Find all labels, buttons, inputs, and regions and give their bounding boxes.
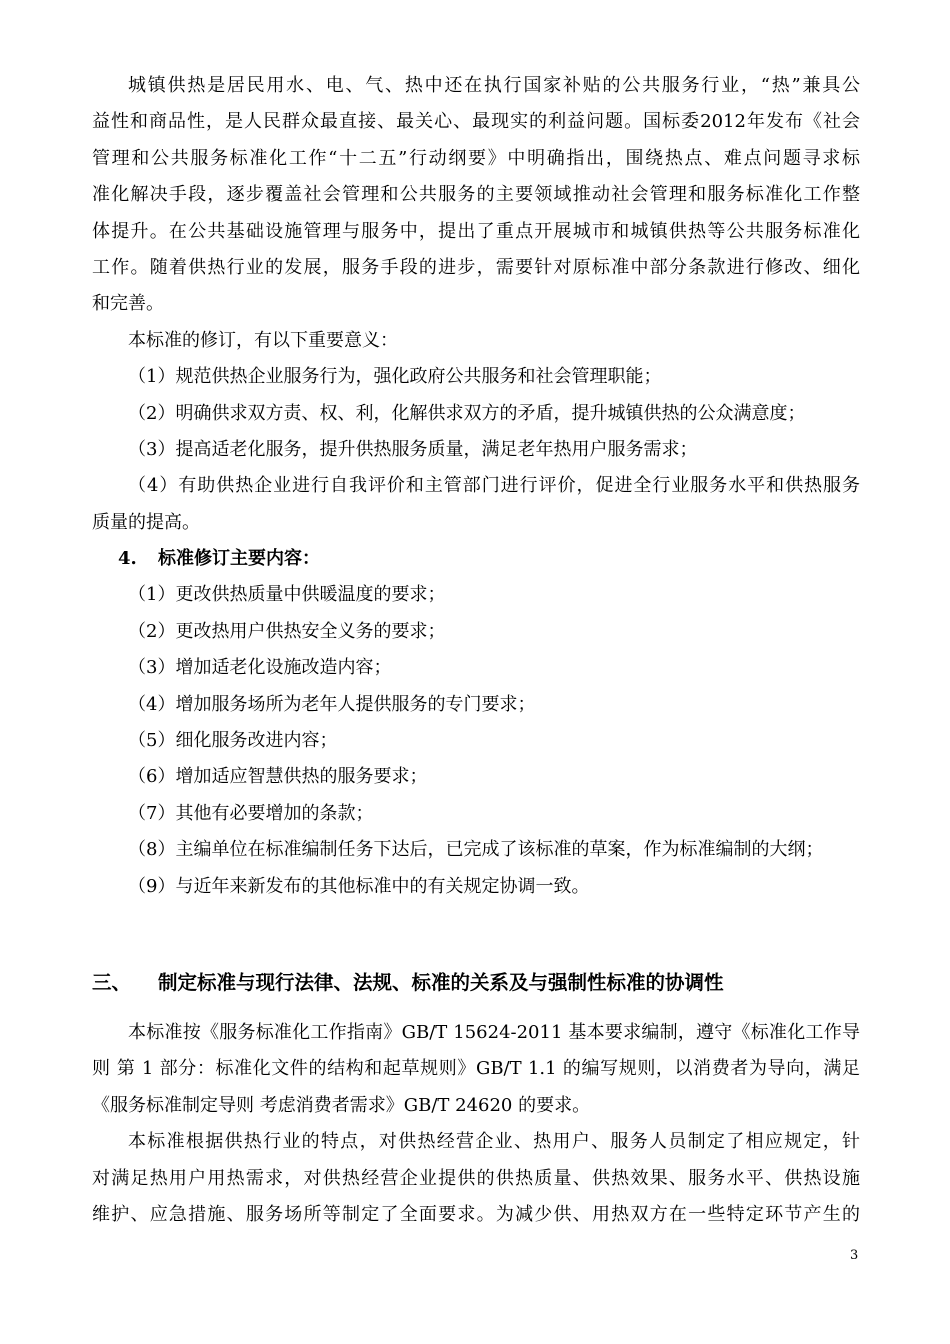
paragraph-line: 和完善。 xyxy=(92,293,164,315)
paragraph-line: 工作。随着供热行业的发展，服务手段的进步，需要针对原标准中部分条款进行修改、细化 xyxy=(92,256,860,278)
paragraph-line: 体提升。在公共基础设施管理与服务中，提出了重点开展城市和城镇供热等公共服务标准化 xyxy=(92,220,860,242)
revision-item: （8）主编单位在标准编制任务下达后，已完成了该标准的草案，作为标准编制的大纲； xyxy=(128,839,824,861)
significance-item: （1）规范供热企业服务行为，强化政府公共服务和社会管理职能； xyxy=(128,366,662,388)
page-number: 3 xyxy=(850,1248,859,1263)
revision-item: （7）其他有必要增加的条款； xyxy=(128,802,374,824)
section-3-heading xyxy=(92,966,860,1000)
revision-item: （5）细化服务改进内容； xyxy=(128,730,338,752)
significance-item: （2）明确供求双方责、权、利，化解供求双方的矛盾，提升城镇供热的公众满意度； xyxy=(128,402,806,424)
significance-item: （4）有助供热企业进行自我评价和主管部门进行评价，促进全行业服务水平和供热服务 xyxy=(128,475,860,497)
section-4-number: 4. xyxy=(118,548,137,570)
section-4-heading xyxy=(92,541,860,577)
significance-item: （3）提高适老化服务，提升供热服务质量，满足老年热用户服务需求； xyxy=(128,438,698,460)
significance-intro: 本标准的修订，有以下重要意义： xyxy=(128,329,398,351)
paragraph-line: 对满足热用户用热需求，对供热经营企业提供的供热质量、供热效果、服务水平、供热设施 xyxy=(92,1167,860,1189)
paragraph-line: 管理和公共服务标准化工作“十二五”行动纲要》中明确指出，围绕热点、难点问题寻求标 xyxy=(92,147,860,169)
paragraph-line: 城镇供热是居民用水、电、气、热中还在执行国家补贴的公共服务行业，“热”兼具公 xyxy=(128,75,860,96)
revision-item: （3）增加适老化设施改造内容； xyxy=(128,657,392,679)
revision-item: （2）更改热用户供热安全义务的要求； xyxy=(128,620,446,642)
significance-item: 质量的提高。 xyxy=(92,511,200,533)
section-3-title: 制定标准与现行法律、法规、标准的关系及与强制性标准的协调性 xyxy=(158,971,724,994)
paragraph-line: 准化解决手段，逐步覆盖社会管理和公共服务的主要领域推动社会管理和服务标准化工作整 xyxy=(92,184,860,206)
section-3-number: 三、 xyxy=(92,971,132,994)
document-body-top xyxy=(92,68,860,905)
paragraph-line: 本标准按《服务标准化工作指南》GB/T 15624-2011 基本要求编制，遵守《标准化工作导 xyxy=(128,1022,860,1043)
revision-item: （6）增加适应智慧供热的服务要求； xyxy=(128,766,428,788)
revision-item: （1）更改供热质量中供暖温度的要求； xyxy=(128,584,446,606)
paragraph-line: 益性和商品性，是人民群众最直接、最关心、最现实的利益问题。国标委2012年发布《社会 xyxy=(92,111,860,133)
paragraph-line: 本标准根据供热行业的特点，对供热经营企业、热用户、服务人员制定了相应规定，针 xyxy=(128,1131,860,1153)
revision-item: （9）与近年来新发布的其他标准中的有关规定协调一致。 xyxy=(128,875,590,897)
document-body-bottom xyxy=(92,1015,860,1233)
section-4-title: 标准修订主要内容： xyxy=(158,548,320,570)
paragraph-line: 《服务标准制定导则 考虑消费者需求》GB/T 24620 的要求。 xyxy=(92,1094,591,1116)
paragraph-line: 则 第 1 部分：标准化文件的结构和起草规则》GB/T 1.1 的编写规则，以消费者为导向，满足 xyxy=(92,1058,860,1080)
revision-item: （4）增加服务场所为老年人提供服务的专门要求； xyxy=(128,693,536,715)
paragraph-line: 维护、应急措施、服务场所等制定了全面要求。为减少供、用热双方在一些特定环节产生的 xyxy=(92,1203,860,1225)
